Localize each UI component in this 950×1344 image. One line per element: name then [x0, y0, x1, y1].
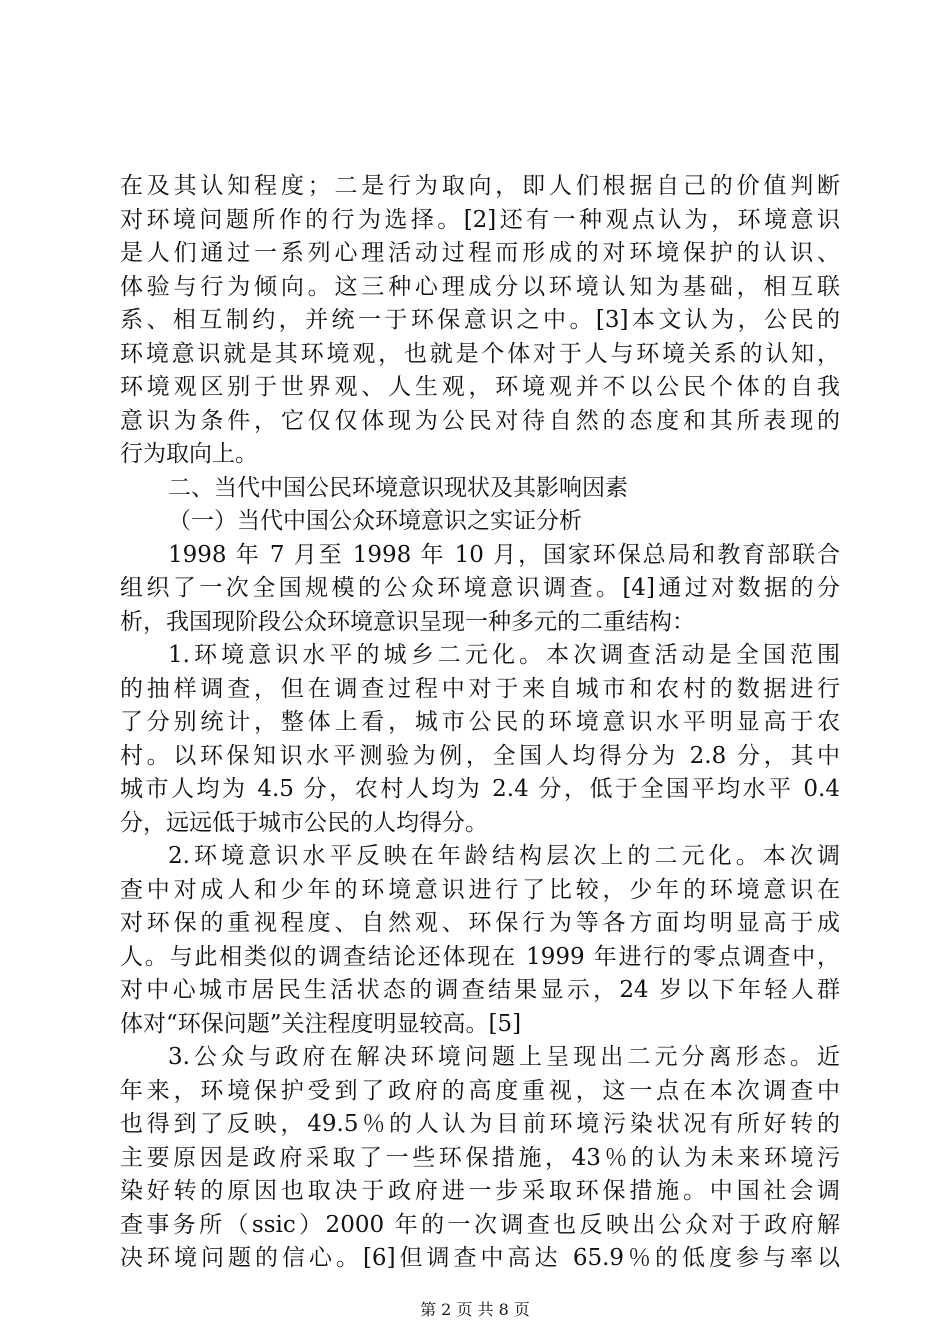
text-line: 体对“环保问题”关注程度明显较高。[5] — [120, 1010, 522, 1037]
text-line: 查中对成人和少年的环境意识进行了比较，少年的环境意识在 — [120, 876, 840, 903]
text-line: 也得到了反映，49.5％的人认为目前环境污染状况有所好转的 — [120, 1111, 840, 1137]
text-line: 系、相互制约，并统一于环保意识之中。[3]本文认为，公民的 — [120, 307, 840, 333]
text-line: 的抽样调查，但在调查过程中对于来自城市和农村的数据进行 — [120, 675, 840, 702]
text-line: 分，远远低于城市公民的人均得分。 — [120, 809, 488, 836]
text-line: 3.公众与政府在解决环境问题上呈现出二元分离形态。近 — [168, 1044, 840, 1070]
text-line: 主要原因是政府采取了一些环保措施，43％的认为未来环境污 — [120, 1144, 840, 1171]
text-line: 对环境问题所作的行为选择。[2]还有一种观点认为，环境意识 — [120, 206, 840, 233]
text-line: 组织了一次全国规模的公众环境意识调查。[4]通过对数据的分 — [120, 575, 840, 601]
text-line: 查事务所（ssic）2000 年的一次调查也反映出公众对于政府解 — [120, 1211, 840, 1238]
paragraph — [120, 539, 840, 640]
text-line: 二、当代中国公民环境意识现状及其影响因素 — [168, 474, 628, 501]
text-line: 析，我国现阶段公众环境意识呈现一种多元的二重结构： — [120, 608, 695, 635]
text-line: 村。以环保知识水平测验为例，全国人均得分为 2.8 分，其中 — [120, 742, 840, 769]
paragraph — [120, 840, 840, 1041]
text-line: 人。与此相类似的调查结论还体现在 1999 年进行的零点调查中， — [120, 943, 840, 970]
text-line: （一）当代中国公众环境意识之实证分析 — [168, 508, 582, 534]
page-footer: 第 2 页 共 8 页 — [420, 1300, 530, 1319]
section-heading — [120, 505, 840, 539]
paragraph — [120, 639, 840, 840]
text-line: 在及其认知程度；二是行为取向，即人们根据自己的价值判断 — [120, 173, 840, 199]
text-line: 对环保的重视程度、自然观、环保行为等各方面均明显高于成 — [120, 910, 840, 936]
text-line: 年来，环境保护受到了政府的高度重视，这一点在本次调查中 — [120, 1077, 840, 1104]
paragraph — [120, 1041, 840, 1276]
text-line: 体验与行为倾向。这三种心理成分以环境认知为基础，相互联 — [120, 273, 840, 300]
text-line: 1.环境意识水平的城乡二元化。本次调查活动是全国范围 — [168, 642, 840, 668]
text-line: 环境意识就是其环境观，也就是个体对于人与环境关系的认知， — [120, 340, 840, 367]
text-line: 城市人均为 4.5 分，农村人均为 2.4 分，低于全国平均水平 0.4 — [120, 776, 840, 802]
text-line: 了分别统计，整体上看，城市公民的环境意识水平明显高于农 — [120, 709, 840, 735]
text-line: 1998 年 7 月至 1998 年 10 月，国家环保总局和教育部联合 — [168, 541, 840, 568]
paragraph — [120, 170, 840, 472]
text-line: 意识为条件，它仅仅体现为公民对待自然的态度和其所表现的 — [120, 407, 840, 434]
text-line: 行为取向上。 — [120, 441, 258, 467]
text-line: 是人们通过一系列心理活动过程而形成的对环境保护的认识、 — [120, 240, 840, 266]
document-body — [120, 170, 840, 1276]
text-line: 环境观区别于世界观、人生观，环境观并不以公民个体的自我 — [120, 374, 840, 400]
text-line: 决环境问题的信心。[6]但调查中高达 65.9％的低度参与率以 — [120, 1245, 840, 1271]
section-heading — [120, 472, 840, 506]
text-line: 对中心城市居民生活状态的调查结果显示，24 岁以下年轻人群 — [120, 977, 840, 1003]
text-line: 染好转的原因也取决于政府进一步采取环保措施。中国社会调 — [120, 1178, 840, 1204]
text-line: 2.环境意识水平反映在年龄结构层次上的二元化。本次调 — [168, 843, 840, 869]
